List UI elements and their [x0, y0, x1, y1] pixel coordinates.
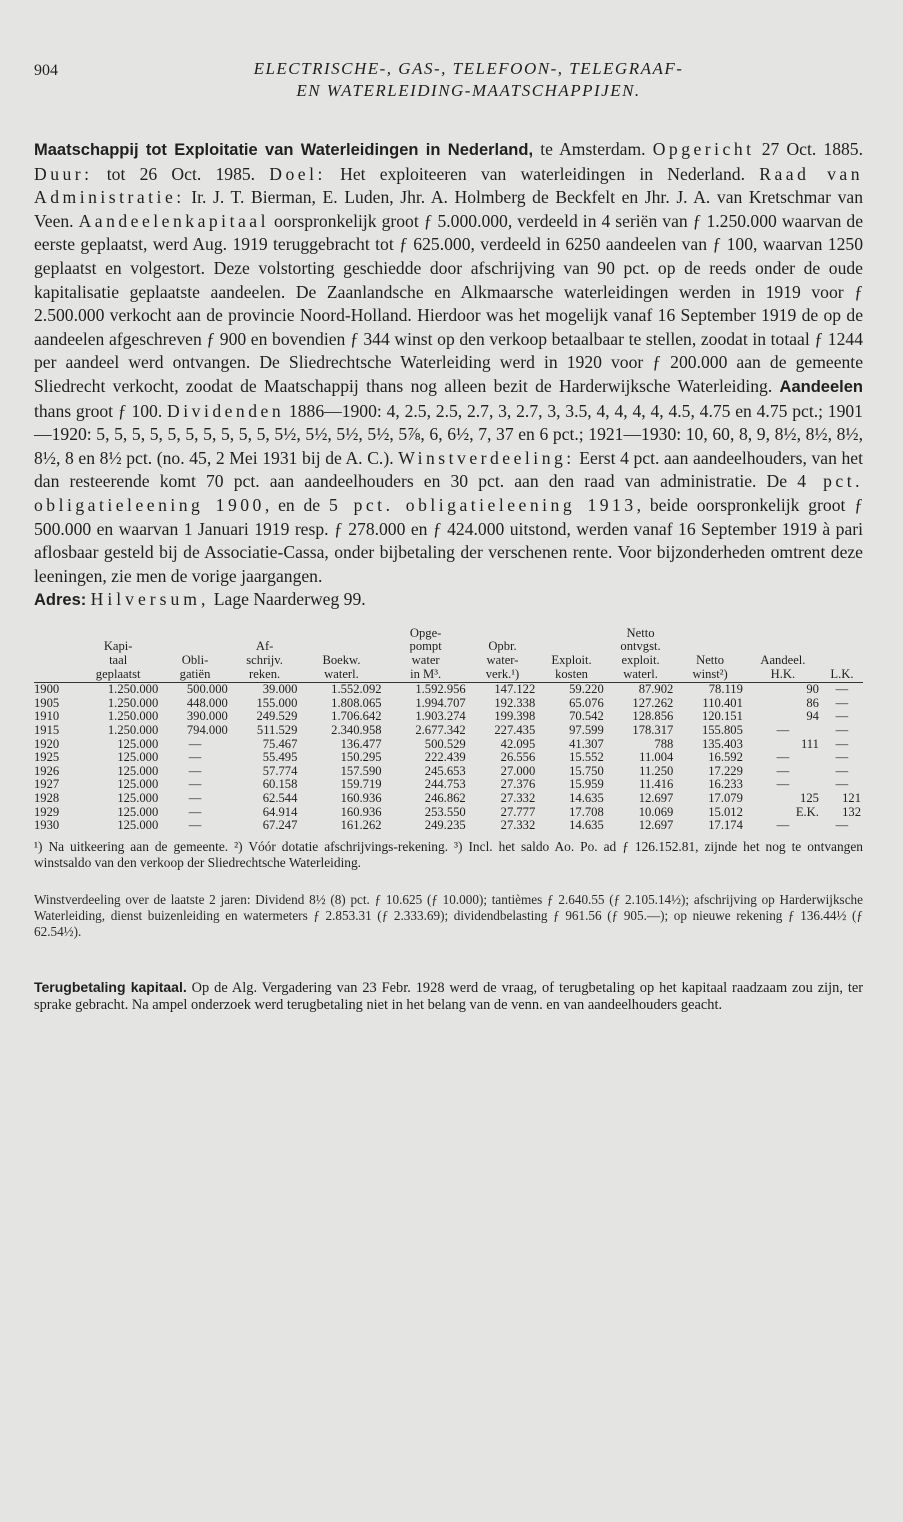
year-cell: 1928 [34, 791, 60, 805]
column-header: Opbr. water- verk.¹) [468, 627, 538, 683]
table-cell: — [835, 736, 849, 751]
text-seg: Het exploiteeren van waterleidingen in Nederland. [325, 163, 760, 184]
table-cell: 2.340.958 [331, 723, 382, 738]
table-cell: 125.000 [117, 750, 159, 765]
table-cell: 2.677.342 [415, 723, 466, 738]
table-cell: — [835, 763, 849, 778]
table-cell: — [188, 791, 202, 805]
table-cell: 39.000 [262, 682, 298, 697]
table-cell: 244.753 [424, 777, 466, 792]
table-cell: 1.994.707 [415, 695, 466, 710]
running-title-line-1: ELECTRISCHE-, GAS-, TELEFOON-, TELEGRAAF- [253, 59, 684, 78]
table-cell: 11.416 [639, 777, 674, 792]
table-cell: 155.805 [701, 723, 743, 738]
table-cell: 17.174 [708, 818, 743, 833]
address-street: Lage Naarderweg 99. [209, 589, 366, 610]
text-seg: thans groot ƒ 100. [34, 400, 168, 421]
terugbetaling-block [34, 979, 863, 1014]
table-cell: 27.777 [500, 804, 536, 819]
footnotes-text: ¹) Na uitkeering aan de gemeente. ²) Vóór dotatie afschrijvings-rekening. ³) Incl. het saldo Ao. Po. ad ƒ 126.152.81, zijnde het nog te ontvangen winstsaldo van den verkoop der Sliedrechtsche Waterleiding. [34, 838, 863, 870]
table-cell: 60.158 [262, 777, 298, 792]
text-seg: 1886—1900: 4, 2.5, 2.5, 2.7, 3, 2.7, 3, 3.5, 4, 4, 4, 4, 4.5, 4.75 en 4.75 pct.; 1901—1920: 5, 5, 5, 5, 5, 5, 5, 5, 5, 5, 5½, 5½, 5½, 5½, 5⅞, 6, 6½, 7, 37 en 6 pct.; 1921—1930: 10, 60, 8, 9, 8½, 8½, 8½, 8½, 8 en 8½ pct. (no. 45, 2 Mei 1931 bij de A. C.). [34, 400, 863, 468]
table-cell: 511.529 [256, 723, 298, 738]
terugbetaling-label: Terugbetaling kapitaal. [34, 979, 187, 996]
table-cell: 132 [842, 804, 861, 819]
table-cell: — [835, 723, 849, 738]
table-cell: 27.332 [500, 818, 536, 833]
table-row [34, 765, 863, 779]
table-cell: 157.590 [340, 763, 382, 778]
table-cell: — [835, 709, 849, 724]
table-cell: 245.653 [424, 763, 466, 778]
table-cell: — [835, 777, 849, 792]
table-cell: — [188, 750, 202, 765]
company-description [34, 138, 863, 588]
table-cell: 249.529 [256, 709, 298, 724]
table-cell: 64.914 [262, 804, 298, 819]
table-cell: 121 [842, 791, 861, 805]
table-cell: — [835, 750, 849, 765]
page-header [34, 58, 863, 110]
table-cell: 62.544 [262, 791, 298, 805]
table-cell: 15.959 [569, 777, 604, 792]
text-seg: , en de [264, 494, 329, 515]
table-cell: 199.398 [494, 709, 536, 724]
table-cell: — [188, 818, 202, 833]
table-cell: 136.477 [340, 736, 382, 751]
table-cell: — [776, 723, 790, 738]
label-aandeelen: Aandeelen [779, 377, 863, 396]
table-row [34, 819, 863, 833]
table-cell: 1.592.956 [415, 682, 466, 697]
table-cell: 159.719 [340, 777, 382, 792]
text-seg: 27 Oct. 1885. [754, 139, 863, 159]
table-cell: — [835, 682, 849, 697]
table-cell: 794.000 [186, 723, 228, 738]
company-entry [34, 138, 863, 613]
table-cell: — [776, 763, 790, 778]
table-cell: 27.332 [500, 791, 536, 805]
year-cell: 1929 [34, 804, 60, 819]
table-cell: 1.808.065 [331, 695, 382, 710]
table-cell: 1.552.092 [331, 682, 382, 697]
table-cell: 125.000 [117, 736, 159, 751]
table-row [34, 697, 863, 711]
table-cell: 128.856 [632, 709, 674, 724]
table-cell: 125.000 [117, 777, 159, 792]
table-row [34, 683, 863, 697]
address-line [34, 588, 863, 613]
table-cell: 15.012 [708, 804, 743, 819]
table-header-row [34, 627, 863, 683]
table-cell: 12.697 [638, 791, 674, 805]
table-cell: 150.295 [340, 750, 382, 765]
column-header: Netto winst²) [675, 627, 745, 683]
table-cell: 125.000 [117, 791, 159, 805]
table-cell: 448.000 [186, 695, 228, 710]
table-cell: 87.902 [638, 682, 674, 697]
page-number: 904 [34, 62, 58, 79]
table-cell: 125 [800, 791, 819, 805]
table-cell: 125.000 [117, 763, 159, 778]
table-cell: 26.556 [500, 750, 536, 765]
text-seg: Ir. J. T. Bierman, E. Luden, Jhr. A. Holmberg de Beckfelt en Jhr. J. A. van Kretschmar van Veen. [34, 187, 863, 231]
table-cell: — [776, 818, 790, 833]
table-cell: 59.220 [569, 682, 604, 697]
table-cell: 227.435 [494, 723, 536, 738]
column-header [34, 627, 76, 683]
table-cell: 125.000 [117, 818, 159, 833]
winstverdeeling-text: Winstverdeeling over de laatste 2 jaren: Dividend 8½ (8) pct. ƒ 10.625 (ƒ 10.000); tantièmes ƒ 2.640.55 (ƒ 2.105.14½); afschrijving op Harderwijksche Waterleiding, dienst buizenleiding en watermeters ƒ 2.853.31 (ƒ 2.333.69); dividendbelasting ƒ 961.56 (ƒ 905.—); op nieuwe rekening ƒ 136.44½ (ƒ 62.54½). [34, 892, 863, 939]
table-cell: — [188, 804, 202, 819]
text-seg: tot 26 Oct. 1985. [92, 163, 270, 184]
table-cell: — [188, 777, 202, 792]
table-cell: 15.750 [569, 763, 604, 778]
table-cell: 788 [654, 736, 674, 751]
text-seg: oorspronkelijk groot ƒ 5.000.000, verdeeld in 4 seriën van ƒ 1.250.000 waarvan de eerste geplaatst, werd Aug. 1919 teruggebracht tot ƒ 625.000, verdeeld in 6250 aandeelen van ƒ 100, waarvan 1250 geplaatst en volgestort. Deze volstorting geschiedde door afschrijving van 90 pct. op de reeds onder de oude kapitalisatie geplaatste aandeelen. De Zaanlandsche en Alkmaarsche waterleidingen werden in 1919 voor ƒ 2.500.000 verkocht aan de provincie Noord-Holland. Hierdoor was het mogelijk vanaf 16 September 1919 de op de aandeelen afgeschreven ƒ 900 en bovendien ƒ 344 winst op den verkoop betaalbaar te stellen, zoodat in totaal ƒ 1244 per aandeel werd ontvangen. De Sliedrechtsche Waterleiding werd in 1920 voor ƒ 200.000 aan de gemeente Sliedrecht verkocht, zoodat de Maatschappij thans nog alleen bezit de Harderwijksche Waterleiding. [34, 210, 863, 396]
table-row [34, 792, 863, 806]
label-duur: Duur: [34, 163, 93, 184]
table-cell: 135.403 [701, 736, 743, 751]
label-opgericht: Opgericht [652, 139, 755, 159]
table-cell: 160.936 [340, 804, 382, 819]
table-cell: — [776, 777, 790, 792]
label-adres: Adres: [34, 591, 87, 610]
table-cell: 57.774 [262, 763, 298, 778]
column-header: Kapi- taal geplaatst [76, 627, 160, 683]
table-cell: 15.552 [569, 750, 604, 765]
table-cell: 120.151 [701, 709, 743, 724]
column-header: Boekw. waterl. [299, 627, 383, 683]
year-cell: 1900 [34, 682, 60, 697]
year-cell: 1905 [34, 695, 60, 710]
table-cell: 1.250.000 [107, 682, 159, 697]
table-cell: 12.697 [638, 818, 674, 833]
table-cell: 111 [800, 736, 819, 751]
table-cell: 55.495 [262, 750, 298, 765]
table-cell: 1.706.642 [331, 709, 382, 724]
year-cell: 1910 [34, 709, 60, 724]
table-cell: 1.250.000 [107, 709, 159, 724]
column-header: Obli- gatiën [160, 627, 230, 683]
address-city: Hilversum, [90, 589, 210, 610]
table-cell: 10.069 [638, 804, 674, 819]
table-cell: 42.095 [500, 736, 536, 751]
year-cell: 1926 [34, 763, 60, 778]
company-name: Maatschappij tot Exploitatie van Waterleidingen in Nederland, [34, 141, 534, 159]
table-cell: 17.708 [569, 804, 604, 819]
text-seg: Eerst 4 pct. aan aandeelhouders, van het dan resteerende komt 70 pct. aan aandeelhouders en 30 pct. aan den raad van administratie. De [34, 447, 863, 492]
table-cell: — [776, 750, 790, 765]
label-doel: Doel: [269, 163, 326, 184]
year-cell: 1927 [34, 777, 60, 792]
table-cell: 27.000 [500, 763, 536, 778]
column-header: Netto ontvgst. exploit. waterl. [606, 627, 676, 683]
table-cell: 27.376 [500, 777, 536, 792]
table-cell: 160.936 [340, 791, 382, 805]
financial-table [34, 627, 863, 833]
label-winstverdeeling: Winstverdeeling: [398, 447, 575, 468]
table-cell: E.K. [795, 804, 819, 819]
table-cell: 14.635 [569, 818, 604, 833]
table-row [34, 738, 863, 752]
table-cell: 178.317 [632, 723, 674, 738]
label-obligatieleening-1900: 4 pct. obligatieleening 1900 [34, 471, 863, 515]
table-cell: 253.550 [424, 804, 466, 819]
table-cell: 14.635 [569, 791, 604, 805]
table-cell: 90 [806, 682, 819, 697]
table-cell: 94 [806, 709, 819, 724]
label-raad: Raad van Administratie: [34, 163, 864, 208]
financial-table-header [34, 627, 863, 683]
text-seg: te Amsterdam. [533, 139, 653, 159]
winstverdeeling-block [34, 892, 863, 939]
table-row [34, 751, 863, 765]
table-cell: 17.229 [708, 763, 743, 778]
table-cell: 70.542 [569, 709, 604, 724]
table-row [34, 778, 863, 792]
table-cell: 75.467 [262, 736, 298, 751]
table-cell: 1.903.274 [415, 709, 466, 724]
table-cell: 249.235 [424, 818, 466, 833]
table-cell: 246.862 [424, 791, 466, 805]
table-cell: 192.338 [494, 695, 536, 710]
table-cell: 97.599 [569, 723, 604, 738]
table-row [34, 724, 863, 738]
table-cell: 41.307 [569, 736, 604, 751]
table-cell: 127.262 [632, 695, 674, 710]
table-cell: 1.250.000 [107, 723, 159, 738]
table-cell: 16.233 [708, 777, 743, 792]
table-cell: 65.076 [569, 695, 604, 710]
year-cell: 1925 [34, 750, 60, 765]
column-header: L.K. [821, 627, 863, 683]
table-cell: 155.000 [256, 695, 298, 710]
table-cell: 222.439 [424, 750, 466, 765]
column-header: Exploit. kosten [537, 627, 605, 683]
year-cell: 1920 [34, 736, 60, 751]
table-cell: 67.247 [262, 818, 298, 833]
table-cell: 17.079 [708, 791, 743, 805]
column-header: Aandeel. H.K. [745, 627, 821, 683]
table-cell: 161.262 [340, 818, 382, 833]
table-cell: 390.000 [186, 709, 228, 724]
table-row [34, 710, 863, 724]
table-row [34, 806, 863, 820]
table-cell: — [188, 736, 202, 751]
table-cell: 11.250 [639, 763, 674, 778]
label-obligatieleening-1913: 5 pct. obligatieleening 1913 [328, 494, 637, 515]
table-cell: 147.122 [494, 682, 536, 697]
running-title-line-2: EN WATERLEIDING-MAATSCHAPPIJEN. [296, 81, 641, 100]
terugbetaling-text: Op de Alg. Vergadering van 23 Febr. 1928 werd de vraag, of terugbetaling op het kapitaal raadzaam zou zijn, ter sprake gebracht. Na ampel onderzoek werd terugbetaling niet in het belang van de venn. en van aandeelhouders geacht. [34, 980, 863, 1013]
table-cell: 500.000 [186, 682, 228, 697]
text-seg: , beide oorspronkelijk groot ƒ 500.000 en waarvan 1 Januari 1919 resp. ƒ 278.000 en ƒ 424.000 uitstond, werden vanaf 16 September 1919 à pari aflosbaar gesteld bij de Associatie-Cassa, onder bijbetaling der verschenen rente. Voor bijzonderheden omtrent deze leeningen, zie men de vorige jaargangen. [34, 494, 863, 586]
column-header: Af- schrijv. reken. [230, 627, 300, 683]
table-cell: 86 [806, 695, 819, 710]
financial-table-body [34, 683, 863, 833]
year-cell: 1930 [34, 818, 60, 833]
label-aandeelenkapitaal: Aandeelenkapitaal [78, 210, 269, 231]
footnotes [34, 839, 863, 871]
column-header: Opge- pompt water in M³. [384, 627, 468, 683]
table-cell: 110.401 [702, 695, 743, 710]
year-cell: 1915 [34, 723, 60, 738]
table-cell: — [188, 763, 202, 778]
table-cell: 500.529 [424, 736, 466, 751]
table-cell: 1.250.000 [107, 695, 159, 710]
table-cell: 11.004 [639, 750, 674, 765]
label-dividenden: Dividenden [167, 400, 285, 421]
table-cell: 16.592 [708, 750, 743, 765]
table-cell: — [835, 695, 849, 710]
table-cell: 125.000 [117, 804, 159, 819]
table-cell: 78.119 [708, 682, 743, 697]
running-title [34, 58, 863, 102]
table-cell: — [835, 818, 849, 833]
